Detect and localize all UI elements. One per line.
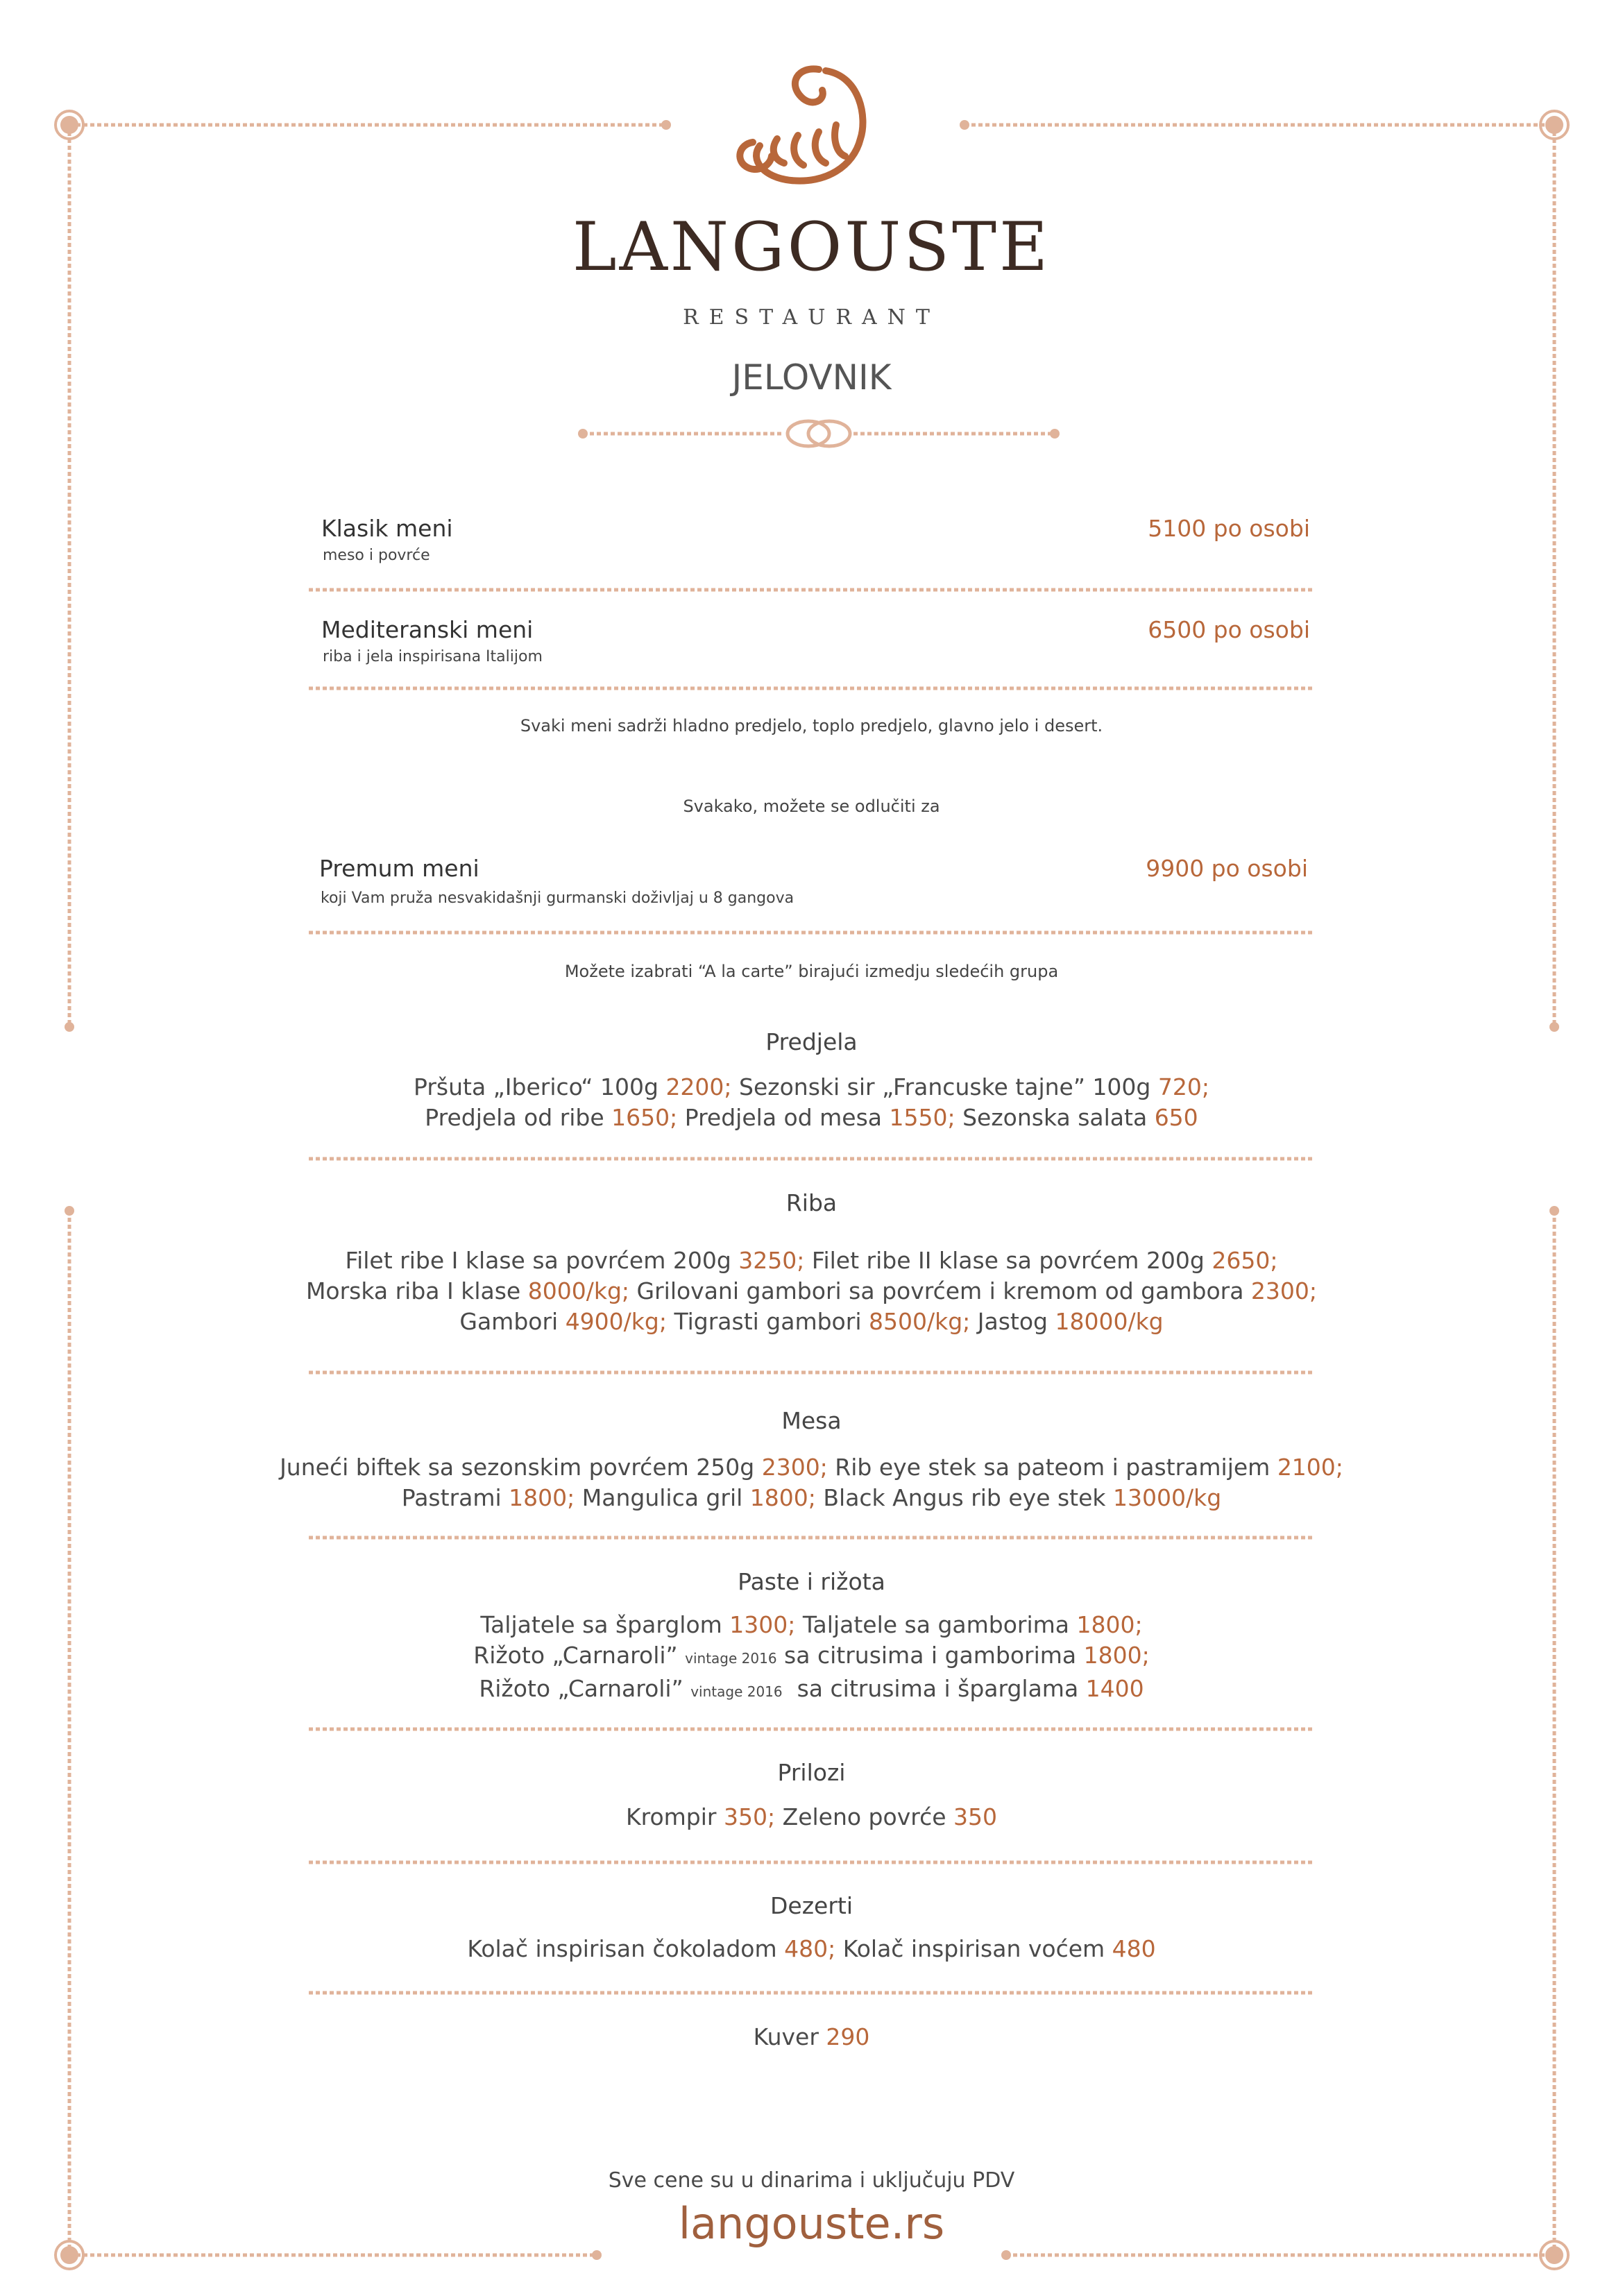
item-text: sa citrusima i šparglama <box>782 1675 1086 1702</box>
item-price: 2650; <box>1212 1247 1278 1274</box>
website-link[interactable]: langouste.rs <box>678 2198 945 2249</box>
item-line <box>0 2022 1623 2052</box>
item-line <box>0 1674 1623 1707</box>
item-price: 480; <box>784 1935 836 1962</box>
brand-subtitle: RESTAURANT <box>683 305 940 330</box>
lobster-icon <box>722 62 902 208</box>
item-text: Kolač inspirisan čokoladom <box>467 1935 785 1962</box>
rope-divider <box>309 1156 1315 1162</box>
item-price: 2300; <box>761 1454 828 1481</box>
item-price: 3250; <box>738 1247 805 1274</box>
item-line <box>0 1307 1623 1337</box>
item-text: Filet ribe I klase sa povrćem 200g <box>345 1247 739 1274</box>
category-title-mesa: Mesa <box>781 1407 842 1434</box>
menu-name: Mediteranski meni <box>321 616 534 643</box>
item-text: Taljatele sa gamborima <box>795 1611 1077 1638</box>
item-text: Grilovani gambori sa povrćem i kremom od gambora <box>629 1277 1251 1304</box>
item-text: Pastrami <box>401 1484 509 1511</box>
item-price: 2200; <box>665 1073 732 1100</box>
category-title-predjela: Predjela <box>765 1028 858 1055</box>
item-price: 2300; <box>1250 1277 1318 1304</box>
item-text: Rižoto „Carnaroli” <box>473 1642 686 1669</box>
item-text: Tigrasti gambori <box>666 1308 869 1335</box>
category-title-prilozi: Prilozi <box>777 1759 846 1786</box>
page-title: JELOVNIK <box>731 357 892 398</box>
menu-price: 5100 po osobi <box>1148 515 1310 542</box>
item-price: 8000/kg; <box>527 1277 630 1304</box>
item-price: 1800; <box>749 1484 816 1511</box>
item-price: 1400 <box>1085 1675 1144 1702</box>
set-menu-premium <box>319 855 1308 910</box>
item-line <box>0 1802 1623 1832</box>
item-text: Taljatele sa šparglom <box>480 1611 730 1638</box>
item-price: 480 <box>1112 1935 1156 1962</box>
rope-divider <box>309 1860 1315 1865</box>
item-line <box>0 1245 1623 1276</box>
item-price: 4900/kg; <box>565 1308 667 1335</box>
item-line <box>0 1640 1623 1674</box>
item-price: 1650; <box>611 1104 678 1131</box>
note-choose: Svakako, možete se odlučiti za <box>683 797 940 816</box>
category-title-paste: Paste i rižota <box>738 1568 885 1595</box>
item-text: Zeleno povrće <box>775 1803 954 1830</box>
item-line <box>0 1103 1623 1133</box>
item-price: 1800; <box>509 1484 575 1511</box>
item-line <box>0 1276 1623 1307</box>
item-text: Mangulica gril <box>575 1484 750 1511</box>
category-title-riba: Riba <box>785 1189 838 1216</box>
note-every-menu: Svaki meni sadrži hladno predjelo, toplo predjelo, glavno jelo i desert. <box>520 716 1103 735</box>
rope-divider <box>309 1726 1315 1732</box>
lobster-logo <box>722 62 902 208</box>
item-price: 8500/kg; <box>868 1308 971 1335</box>
category-items-riba <box>0 1245 1623 1337</box>
note-alacarte: Možete izabrati “A la carte” birajući izmedju sledećih grupa <box>564 962 1059 981</box>
category-items-predjela <box>0 1072 1623 1133</box>
item-price: 1800; <box>1076 1611 1143 1638</box>
item-text: Rižoto „Carnaroli” <box>479 1675 691 1702</box>
item-price: 350 <box>953 1803 998 1830</box>
item-text: Jastog <box>970 1308 1055 1335</box>
category-items-paste <box>0 1610 1623 1707</box>
item-price: 18000/kg <box>1055 1308 1164 1335</box>
rope-knot-divider <box>576 416 1062 451</box>
item-text: Juneći biftek sa sezonskim povrćem 250g <box>280 1454 762 1481</box>
rope-divider <box>309 1535 1315 1540</box>
item-text: Rib eye stek sa pateom i pastramijem <box>827 1454 1277 1481</box>
item-text: Filet ribe II klase sa povrćem 200g <box>804 1247 1212 1274</box>
menu-description: riba i jela inspirisana Italijom <box>323 648 543 665</box>
item-text: Pršuta „Iberico“ 100g <box>414 1073 666 1100</box>
item-price: 720; <box>1157 1073 1209 1100</box>
category-title-dezerti: Dezerti <box>770 1892 853 1919</box>
item-text: Krompir <box>625 1803 724 1830</box>
menu-price: 6500 po osobi <box>1148 616 1310 643</box>
item-price: 650 <box>1154 1104 1198 1131</box>
rope-divider <box>309 1990 1315 1996</box>
rope-divider <box>309 686 1315 691</box>
item-text: Sezonska salata <box>955 1104 1155 1131</box>
rope-divider <box>309 1370 1315 1375</box>
menu-description: meso i povrće <box>323 547 430 564</box>
item-price: 1300; <box>729 1611 796 1638</box>
item-line <box>0 1934 1623 1964</box>
item-price: 1550; <box>889 1104 955 1131</box>
rope-divider <box>309 930 1315 935</box>
item-price: 350; <box>723 1803 776 1830</box>
menu-description: koji Vam pruža nesvakidašnji gurmanski doživljaj u 8 gangova <box>321 890 794 907</box>
set-menu-klasik <box>321 515 1310 570</box>
kuver-line <box>0 2022 1623 2052</box>
category-items-prilozi <box>0 1802 1623 1832</box>
item-text: Morska riba I klase <box>305 1277 528 1304</box>
item-price: 2100; <box>1277 1454 1343 1481</box>
item-price: 290 <box>826 2023 870 2050</box>
item-vintage-note: vintage 2016 <box>690 1683 783 1700</box>
item-line <box>0 1483 1623 1513</box>
item-text: Sezonski sir „Francuske tajne” 100g <box>731 1073 1158 1100</box>
item-text: Predjela od ribe <box>425 1104 612 1131</box>
footer-note: Sve cene su u dinarima i uključuju PDV <box>608 2168 1015 2193</box>
item-line <box>0 1072 1623 1103</box>
item-text: Kolač inspirisan voćem <box>835 1935 1112 1962</box>
item-text: sa citrusima i gamborima <box>776 1642 1084 1669</box>
item-line <box>0 1610 1623 1640</box>
menu-name: Premum meni <box>319 855 479 882</box>
category-items-mesa <box>0 1452 1623 1513</box>
item-vintage-note: vintage 2016 <box>685 1650 777 1667</box>
item-text: Predjela od mesa <box>677 1104 890 1131</box>
item-text: Gambori <box>459 1308 566 1335</box>
category-items-dezerti <box>0 1934 1623 1964</box>
set-menu-mediteranski <box>321 616 1310 672</box>
rope-divider <box>309 587 1315 593</box>
item-price: 1800; <box>1083 1642 1150 1669</box>
menu-name: Klasik meni <box>321 515 453 542</box>
brand-name: LANGOUSTE <box>572 208 1051 286</box>
item-text: Black Angus rib eye stek <box>815 1484 1114 1511</box>
menu-price: 9900 po osobi <box>1146 855 1308 882</box>
item-text: Kuver <box>753 2023 826 2050</box>
item-price: 13000/kg <box>1113 1484 1222 1511</box>
item-line <box>0 1452 1623 1483</box>
